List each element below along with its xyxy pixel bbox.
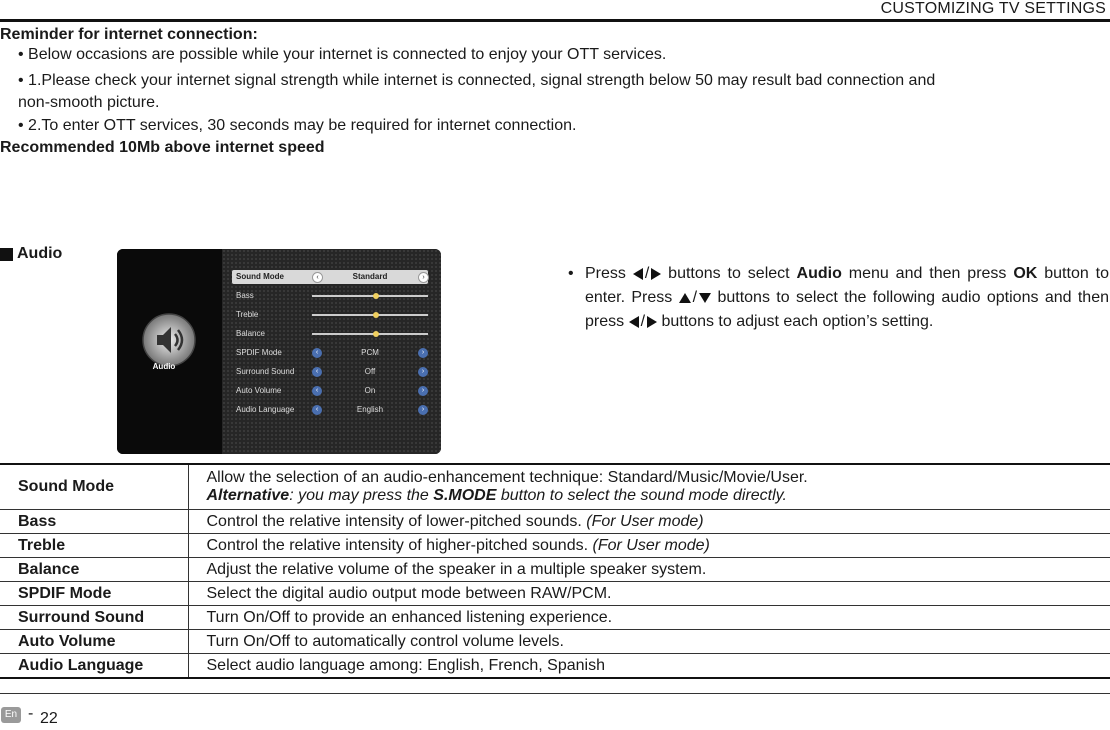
menu-item-label: Balance — [236, 329, 265, 338]
alternative-note — [207, 487, 1110, 505]
option-desc-text: Allow the selection of an audio-enhancement technique: Standard/Music/Movie/User. — [206, 469, 808, 486]
chevron-left-icon[interactable]: ‹ — [312, 386, 322, 396]
table-row — [0, 510, 1110, 534]
page-dash: - — [28, 705, 34, 722]
menu-item-label: Audio Language — [236, 405, 295, 414]
option-description: Select audio language among: English, French, Spanish — [188, 654, 1110, 679]
menu-sidebar — [117, 249, 222, 454]
alt-pre: : you may press the — [289, 487, 434, 504]
slider-knob[interactable] — [373, 312, 379, 318]
option-name: Sound Mode — [0, 464, 188, 510]
audio-menu-screenshot — [117, 249, 441, 454]
chevron-left-icon[interactable]: ‹ — [312, 272, 323, 283]
chevron-left-icon[interactable]: ‹ — [312, 348, 322, 358]
menu-item-treble[interactable] — [232, 308, 428, 322]
square-bullet-icon — [0, 248, 13, 261]
instr-part: buttons to select the following audio options and then press — [585, 289, 1110, 330]
smode-key: S.MODE — [433, 487, 497, 504]
footer-divider — [0, 693, 1110, 694]
reminder-line-2b: non-smooth picture. — [18, 94, 160, 111]
left-arrow-icon — [629, 316, 639, 328]
alt-post: button to select the sound mode directly. — [496, 487, 787, 504]
option-description: Adjust the relative volume of the speaker in a multiple speaker system. — [188, 558, 1110, 582]
instr-part: Press — [585, 265, 626, 282]
menu-item-balance[interactable] — [232, 327, 428, 341]
audio-heading-label: Audio — [17, 245, 63, 262]
option-name: Surround Sound — [0, 606, 188, 630]
chevron-right-icon[interactable]: › — [418, 367, 428, 377]
bullet: • — [568, 265, 574, 282]
chevron-right-icon[interactable]: › — [418, 348, 428, 358]
table-row — [0, 582, 1110, 606]
page-number: 22 — [40, 710, 58, 727]
menu-item-value: Standard — [352, 272, 388, 281]
left-arrow-icon — [633, 268, 643, 280]
option-description: Turn On/Off to provide an enhanced listening experience. — [188, 606, 1110, 630]
table-row — [0, 534, 1110, 558]
menu-item-label: Surround Sound — [236, 367, 295, 376]
option-desc-text: Control the relative intensity of lower-pitched sounds. — [206, 512, 582, 530]
instr-part: button to enter. Press — [585, 265, 1109, 306]
table-row — [0, 654, 1110, 679]
option-description: Select the digital audio output mode between RAW/PCM. — [188, 582, 1110, 606]
option-name: Balance — [0, 558, 188, 582]
option-description: Turn On/Off to automatically control volume levels. — [188, 630, 1110, 654]
bass-slider[interactable] — [312, 295, 428, 297]
up-arrow-icon — [679, 293, 691, 303]
option-description — [188, 510, 1110, 534]
option-name: Treble — [0, 534, 188, 558]
reminder-line-3: • 2.To enter OTT services, 30 seconds may be required for internet connection. — [18, 117, 577, 134]
recommended-speed: Recommended 10Mb above internet speed — [0, 139, 325, 156]
table-row — [0, 630, 1110, 654]
menu-item-value: On — [364, 386, 376, 395]
reminder-line-1: • Below occasions are possible while your internet is connected to enjoy your OTT services. — [18, 46, 667, 63]
instr-part: buttons to select — [668, 265, 790, 282]
slash: / — [644, 265, 650, 282]
menu-item-label: Sound Mode — [236, 272, 284, 281]
menu-item-surround-sound[interactable] — [232, 365, 428, 379]
menu-item-label: Bass — [236, 291, 254, 300]
down-arrow-icon — [699, 293, 711, 303]
chevron-right-icon[interactable]: › — [418, 272, 429, 283]
menu-item-sound-mode[interactable] — [232, 270, 428, 284]
reminder-line-2a: • 1.Please check your internet signal strength while internet is connected, signal strength below 50 may result bad connection and — [18, 72, 936, 89]
menu-item-label: Treble — [236, 310, 259, 319]
option-description — [188, 464, 1110, 510]
right-arrow-icon — [647, 316, 657, 328]
language-badge: En — [1, 707, 21, 723]
menu-item-auto-volume[interactable] — [232, 384, 428, 398]
option-note: (For User mode) — [586, 512, 704, 530]
right-arrow-icon — [651, 268, 661, 280]
table-row — [0, 558, 1110, 582]
option-desc-text: Control the relative intensity of higher-pitched sounds. — [206, 536, 589, 554]
menu-item-spdif-mode[interactable] — [232, 346, 428, 360]
option-name: Auto Volume — [0, 630, 188, 654]
menu-item-audio-language[interactable] — [232, 403, 428, 417]
chevron-left-icon[interactable]: ‹ — [312, 367, 322, 377]
table-row — [0, 606, 1110, 630]
chevron-right-icon[interactable]: › — [418, 386, 428, 396]
instruction-text — [585, 262, 1109, 334]
audio-section-heading — [0, 245, 62, 263]
option-note: (For User mode) — [592, 536, 710, 554]
chevron-left-icon[interactable]: ‹ — [312, 405, 322, 415]
reminder-title: Reminder for internet connection: — [0, 26, 258, 43]
slider-knob[interactable] — [373, 331, 379, 337]
chevron-right-icon[interactable]: › — [418, 405, 428, 415]
speaker-icon — [141, 312, 197, 368]
option-name: Audio Language — [0, 654, 188, 679]
slider-knob[interactable] — [373, 293, 379, 299]
option-description — [188, 534, 1110, 558]
menu-item-label: Auto Volume — [236, 386, 282, 395]
option-name: SPDIF Mode — [0, 582, 188, 606]
header-divider — [0, 19, 1110, 22]
treble-slider[interactable] — [312, 314, 428, 316]
menu-item-value: PCM — [361, 348, 379, 357]
audio-options-table — [0, 463, 1110, 679]
balance-slider[interactable] — [312, 333, 428, 335]
slash: / — [640, 313, 646, 330]
audio-keyword: Audio — [796, 265, 842, 282]
menu-item-label: SPDIF Mode — [236, 348, 282, 357]
menu-item-value: English — [356, 405, 384, 414]
instr-part: menu and then press — [848, 265, 1007, 282]
alt-word: Alternative — [206, 487, 290, 504]
menu-item-bass[interactable] — [232, 289, 428, 303]
option-name: Bass — [0, 510, 188, 534]
ok-keyword: OK — [1013, 265, 1038, 282]
menu-item-value: Off — [364, 367, 376, 376]
instr-part: buttons to adjust each option’s setting. — [661, 313, 934, 330]
table-row — [0, 464, 1110, 510]
section-title: CUSTOMIZING TV SETTINGS — [880, 0, 1106, 17]
menu-sidebar-label: Audio — [152, 362, 176, 371]
slash: / — [692, 289, 698, 306]
